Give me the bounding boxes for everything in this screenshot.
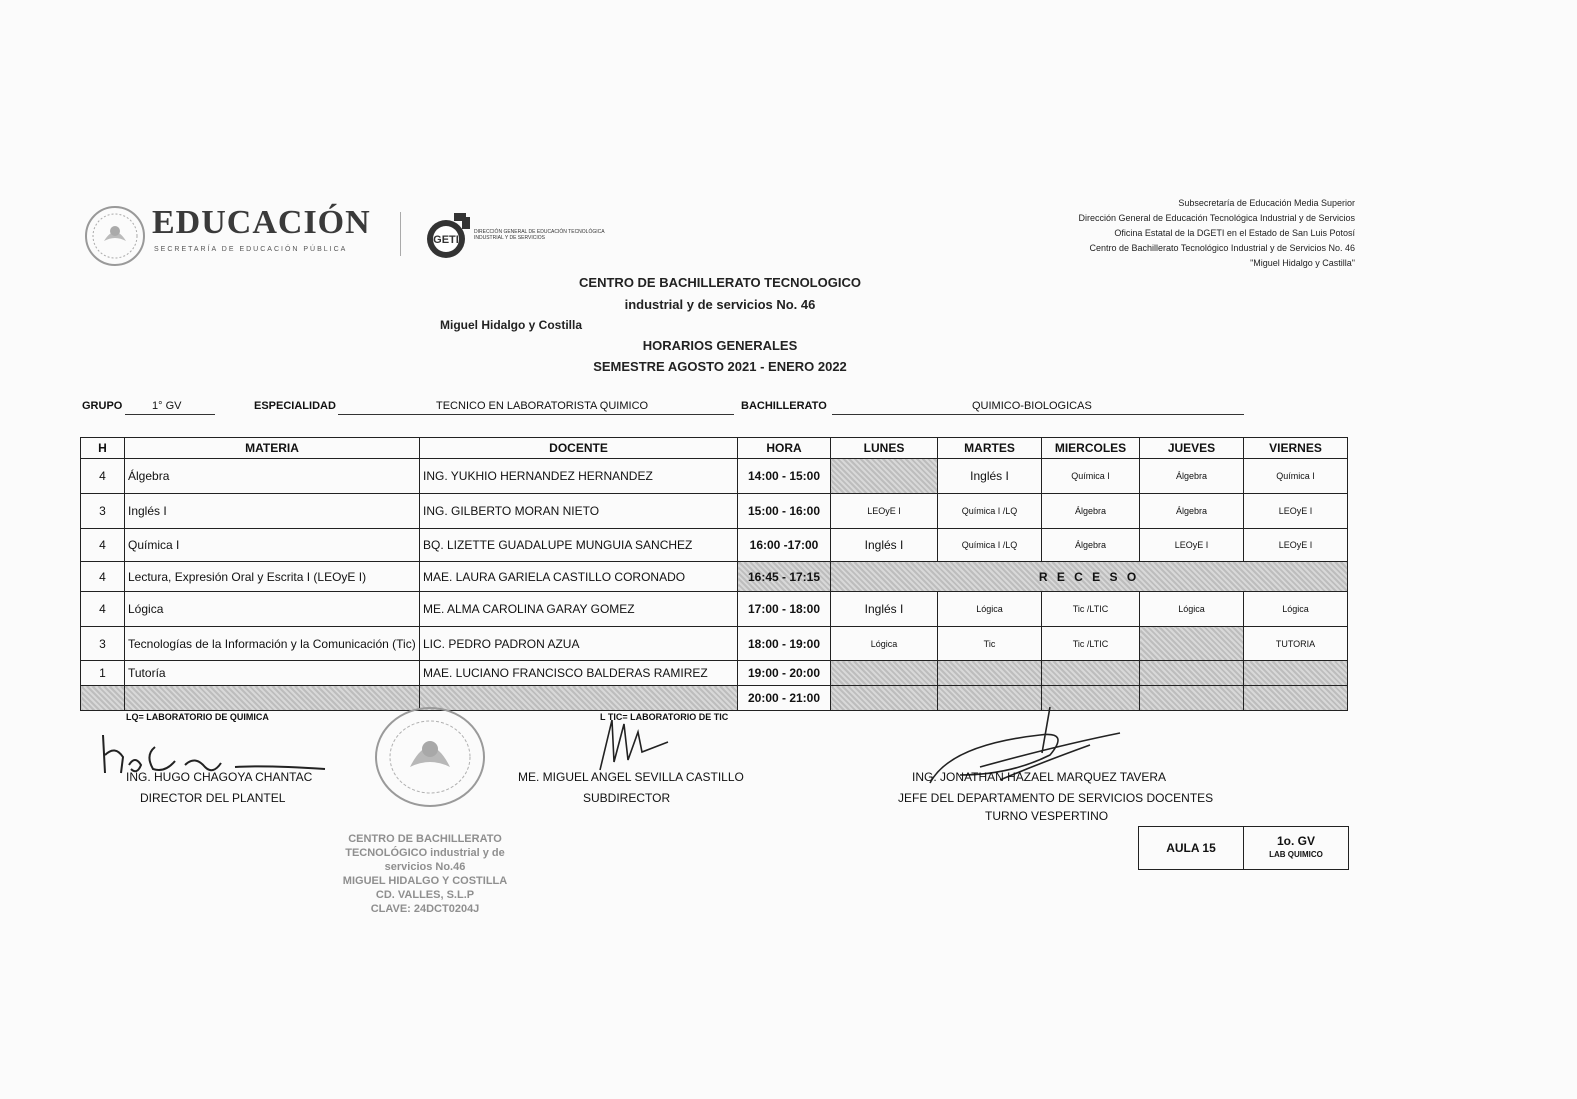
viernes-cell: LEOyE I — [1244, 494, 1348, 529]
materia-cell: Lógica — [125, 592, 420, 627]
title-line-3: Miguel Hidalgo y Costilla — [440, 318, 583, 332]
subdirector-signature — [590, 712, 680, 772]
jueves-cell — [1140, 627, 1244, 661]
materia-cell: Álgebra — [125, 459, 420, 494]
docente-cell: MAE. LAURA GARIELA CASTILLO CORONADO — [420, 562, 738, 592]
miercoles-cell: Tic /LTIC — [1042, 592, 1140, 627]
viernes-cell: TUTORIA — [1244, 627, 1348, 661]
especialidad-label: ESPECIALIDAD — [254, 400, 336, 412]
table-header-row — [81, 438, 1348, 459]
jefe-name: ING. JONATHAN HAZAEL MARQUEZ TAVERA — [912, 770, 1167, 784]
hora-cell: 16:45 - 17:15 — [738, 562, 831, 592]
miercoles-cell — [1042, 661, 1140, 686]
ltic-note: L TIC= LABORATORIO DE TIC — [600, 712, 729, 722]
lunes-cell: Inglés I — [831, 529, 938, 562]
materia-cell: Inglés I — [125, 494, 420, 529]
viernes-cell: Lógica — [1244, 592, 1348, 627]
jueves-cell: Lógica — [1140, 592, 1244, 627]
table-row — [81, 592, 1348, 627]
viernes-cell — [1244, 661, 1348, 686]
jefe-role: JEFE DEL DEPARTAMENTO DE SERVICIOS DOCENTES — [898, 791, 1214, 805]
director-name: ING. HUGO CHAGOYA CHANTAC — [126, 770, 313, 784]
stamp-line: CLAVE: 24DCT0204J — [370, 903, 480, 915]
hora-cell: 18:00 - 19:00 — [738, 627, 831, 661]
header-line: Dirección General de Educación Tecnológica Industrial y de Servicios — [1078, 213, 1355, 223]
title-line-2: industrial y de servicios No. 46 — [624, 297, 816, 312]
martes-cell — [938, 661, 1042, 686]
header-line: "Miguel Hidalgo y Castilla" — [1250, 258, 1355, 268]
header-line: Oficina Estatal de la DGETI en el Estado de San Luis Potosí — [1114, 228, 1355, 238]
materia-cell: Tutoría — [125, 661, 420, 686]
hora-cell: 19:00 - 20:00 — [738, 661, 831, 686]
martes-cell: Química I /LQ — [938, 529, 1042, 562]
grupo-label: GRUPO — [82, 400, 123, 412]
receso-cell: R E C E S O — [831, 562, 1348, 592]
table-row — [81, 661, 1348, 686]
jueves-cell: LEOyE I — [1140, 529, 1244, 562]
hora-cell: 17:00 - 18:00 — [738, 592, 831, 627]
miercoles-cell: Álgebra — [1042, 529, 1140, 562]
educacion-logo-text: EDUCACIÓN — [152, 204, 371, 241]
mexico-seal-logo — [84, 205, 146, 267]
hours-cell: 3 — [81, 494, 125, 529]
col-header-miercoles: MIERCOLES — [1042, 438, 1140, 459]
bachillerato-label: BACHILLERATO — [741, 400, 827, 412]
hours-cell: 4 — [81, 529, 125, 562]
title-line-1: CENTRO DE BACHILLERATO TECNOLOGICO — [579, 275, 861, 290]
docente-cell: BQ. LIZETTE GUADALUPE MUNGUIA SANCHEZ — [420, 529, 738, 562]
header-line: Subsecretaría de Educación Media Superior — [1178, 198, 1355, 208]
hours-cell — [81, 686, 125, 711]
jueves-cell: Álgebra — [1140, 459, 1244, 494]
viernes-cell: Química I — [1244, 459, 1348, 494]
col-header-martes: MARTES — [938, 438, 1042, 459]
lq-note: LQ= LABORATORIO DE QUIMICA — [126, 712, 269, 722]
header-line: Centro de Bachillerato Tecnológico Industrial y de Servicios No. 46 — [1089, 243, 1355, 253]
jueves-cell: Álgebra — [1140, 494, 1244, 529]
col-header-docente: DOCENTE — [420, 438, 738, 459]
martes-cell: Lógica — [938, 592, 1042, 627]
svg-text:GETI: GETI — [433, 234, 459, 246]
hora-cell: 16:00 -17:00 — [738, 529, 831, 562]
docente-cell: ING. GILBERTO MORAN NIETO — [420, 494, 738, 529]
table-row — [81, 529, 1348, 562]
col-header-viernes: VIERNES — [1244, 438, 1348, 459]
lunes-cell: Lógica — [831, 627, 938, 661]
hora-cell: 15:00 - 16:00 — [738, 494, 831, 529]
especialidad-value: TECNICO EN LABORATORISTA QUIMICO — [436, 400, 649, 412]
sep-subtext: SECRETARÍA DE EDUCACIÓN PÚBLICA — [154, 246, 348, 253]
martes-cell: Inglés I — [938, 459, 1042, 494]
table-row — [81, 562, 1348, 592]
lunes-cell: Inglés I — [831, 592, 938, 627]
aula-box — [1138, 826, 1349, 870]
stamp-line: servicios No.46 — [384, 861, 466, 873]
miercoles-cell: Álgebra — [1042, 494, 1140, 529]
header-right-block — [1079, 196, 1355, 271]
viernes-cell — [1244, 686, 1348, 711]
viernes-cell: LEOyE I — [1244, 529, 1348, 562]
hours-cell: 4 — [81, 592, 125, 627]
hora-cell: 14:00 - 15:00 — [738, 459, 831, 494]
aula-group: 1o. GV — [1276, 834, 1315, 848]
stamp-line: CD. VALLES, S.L.P — [375, 889, 475, 901]
official-seal-stamp — [372, 705, 488, 809]
lunes-cell: LEOyE I — [831, 494, 938, 529]
aula-lab: LAB QUIMICO — [1269, 850, 1323, 859]
stamp-line: TECNOLÓGICO industrial y de — [345, 847, 505, 859]
docente-cell: LIC. PEDRO PADRON AZUA — [420, 627, 738, 661]
col-header-hora: HORA — [738, 438, 831, 459]
miercoles-cell: Química I — [1042, 459, 1140, 494]
subdirector-role: SUBDIRECTOR — [583, 791, 671, 805]
materia-cell: Química I — [125, 529, 420, 562]
col-header-h: H — [81, 438, 125, 459]
docente-cell: ME. ALMA CAROLINA GARAY GOMEZ — [420, 592, 738, 627]
table-row — [81, 686, 1348, 711]
stamp-line: CENTRO DE BACHILLERATO — [348, 833, 502, 845]
title-line-5: SEMESTRE AGOSTO 2021 - ENERO 2022 — [593, 359, 847, 374]
hours-cell: 4 — [81, 562, 125, 592]
table-row — [81, 627, 1348, 661]
stamp-line: MIGUEL HIDALGO Y COSTILLA — [342, 875, 508, 887]
especialidad-underline — [338, 414, 734, 415]
aula-label: AULA 15 — [1139, 827, 1244, 870]
martes-cell: Química I /LQ — [938, 494, 1042, 529]
table-row — [81, 494, 1348, 529]
dgeti-gear-logo — [424, 207, 474, 263]
docente-cell: ING. YUKHIO HERNANDEZ HERNANDEZ — [420, 459, 738, 494]
schedule-table — [80, 437, 1348, 711]
col-header-lunes: LUNES — [831, 438, 938, 459]
dgeti-text: DIRECCIÓN GENERAL DE EDUCACIÓN TECNOLÓGICA INDUSTRIAL Y DE SERVICIOS — [474, 229, 605, 241]
materia-cell: Tecnologías de la Información y la Comunicación (Tic) — [125, 627, 420, 661]
aula-group-cell — [1244, 827, 1349, 870]
col-header-jueves: JUEVES — [1140, 438, 1244, 459]
title-line-4: HORARIOS GENERALES — [642, 338, 798, 353]
bachillerato-value: QUIMICO-BIOLOGICAS — [972, 400, 1092, 412]
grupo-value: 1° GV — [152, 400, 182, 412]
jefe-turno: TURNO VESPERTINO — [985, 809, 1109, 823]
jueves-cell — [1140, 661, 1244, 686]
hours-cell: 4 — [81, 459, 125, 494]
miercoles-cell: Tic /LTIC — [1042, 627, 1140, 661]
materia-cell: Lectura, Expresión Oral y Escrita I (LEOyE I) — [125, 562, 420, 592]
school-stamp — [330, 832, 520, 916]
lunes-cell — [831, 459, 938, 494]
lunes-cell — [831, 661, 938, 686]
hours-cell: 3 — [81, 627, 125, 661]
subdirector-name: ME. MIGUEL ANGEL SEVILLA CASTILLO — [518, 770, 744, 784]
hours-cell: 1 — [81, 661, 125, 686]
jueves-cell — [1140, 686, 1244, 711]
director-role: DIRECTOR DEL PLANTEL — [140, 791, 286, 805]
table-row — [81, 459, 1348, 494]
col-header-materia: MATERIA — [125, 438, 420, 459]
docente-cell: MAE. LUCIANO FRANCISCO BALDERAS RAMIREZ — [420, 661, 738, 686]
bachillerato-underline — [832, 414, 1244, 415]
logo-divider — [400, 212, 401, 256]
martes-cell: Tic — [938, 627, 1042, 661]
hora-cell: 20:00 - 21:00 — [738, 686, 831, 711]
grupo-underline — [125, 414, 215, 415]
